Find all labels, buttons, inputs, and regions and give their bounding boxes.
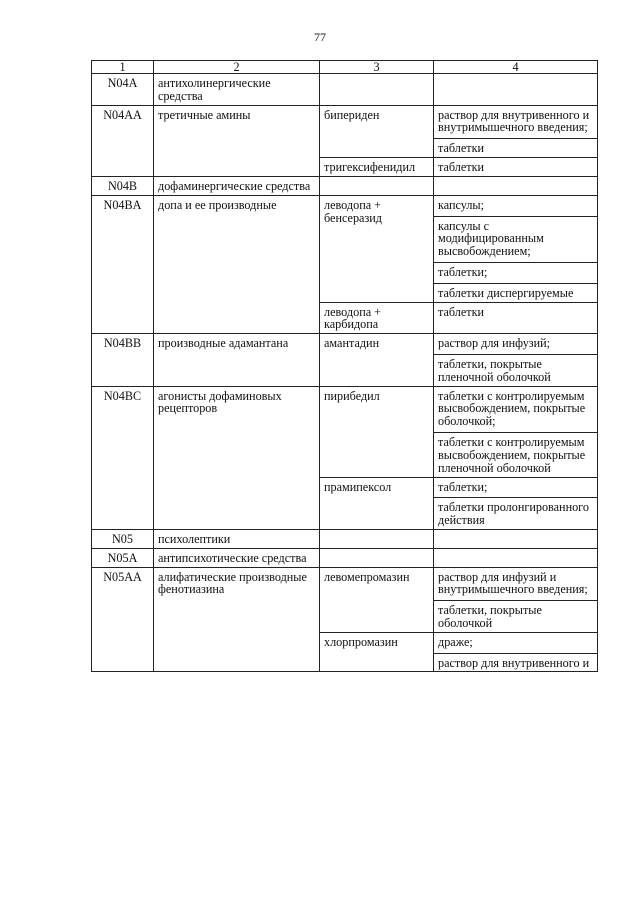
group-name: антихолинергические средства [154,74,320,106]
table-row [92,105,598,157]
dosage-form: таблетки с контролируемым высвобождением, покрытые пленочной оболочкой [434,432,597,474]
column-header: 3 [320,61,434,74]
drug-name [320,74,434,106]
atc-code: N05A [92,548,154,567]
dosage-forms [434,632,598,672]
group-name: агонисты дофаминовых рецепторов [154,386,320,529]
group-name: антипсихотические средства [154,548,320,567]
atc-code: N04AA [92,105,154,176]
dosage-form: раствор для инфузий; [438,336,551,351]
atc-code: N04BC [92,386,154,529]
atc-code: N04A [92,74,154,106]
dosage-form: таблетки [438,304,485,319]
dosage-forms [434,529,598,548]
dosage-form: раствор для внутривенного и внутримышечного введения; [438,107,590,135]
drug-name: левомепромазин [320,567,434,632]
drug-name: амантадин [320,334,434,386]
column-header: 1 [92,61,154,74]
dosage-form: таблетки пролонгированного действия [434,497,597,527]
dosage-form: капсулы с модифицированным высвобождением; [434,216,597,258]
table-row [92,74,598,106]
column-header: 4 [434,61,598,74]
dosage-form: таблетки диспергируемые [434,283,597,300]
dosage-forms [434,158,598,177]
drug-name: леводопа + карбидопа [320,302,434,334]
dosage-form: таблетки; [438,479,488,494]
table-row [92,176,598,195]
table-row [92,548,598,567]
table-row [92,386,598,477]
drug-name: леводопа + бенсеразид [320,195,434,302]
dosage-form: таблетки, покрытые оболочкой [434,600,597,630]
table-row [92,334,598,386]
column-header-row [92,61,598,74]
atc-code: N05 [92,529,154,548]
column-header: 2 [154,61,320,74]
drug-name [320,548,434,567]
table-row [92,567,598,632]
group-name: алифатические производные фенотиазина [154,567,320,672]
dosage-forms [434,176,598,195]
drug-name [320,176,434,195]
atc-code: N04BA [92,195,154,334]
dosage-forms [434,105,598,157]
table-row [92,529,598,548]
atc-code: N04B [92,176,154,195]
group-name: дофаминергические средства [154,176,320,195]
dosage-form: драже; [438,634,473,649]
drug-name [320,529,434,548]
group-name: производные адамантана [154,334,320,386]
drug-table [91,60,598,672]
drug-name: прамипексол [320,477,434,529]
group-name: третичные амины [154,105,320,176]
atc-code: N05AA [92,567,154,672]
dosage-forms [434,567,598,632]
dosage-forms [434,334,598,386]
page-number: 77 [314,30,326,44]
drug-name: хлорпромазин [320,632,434,672]
dosage-forms [434,386,598,477]
dosage-form: раствор для инфузий и внутримышечного введения; [438,569,588,597]
dosage-forms [434,548,598,567]
dosage-form: таблетки [434,138,597,155]
dosage-forms [434,195,598,302]
group-name: психолептики [154,529,320,548]
dosage-form: капсулы; [438,197,484,212]
dosage-form: таблетки с контролируемым высвобождением, покрытые оболочкой; [438,388,586,429]
drug-name: пирибедил [320,386,434,477]
dosage-forms [434,74,598,106]
dosage-form: таблетки; [434,262,597,279]
dosage-forms [434,302,598,334]
atc-code: N04BB [92,334,154,386]
dosage-form: таблетки, покрытые пленочной оболочкой [434,354,597,384]
drug-name: бипериден [320,105,434,157]
table-row [92,195,598,302]
drug-name: тригексифенидил [320,158,434,177]
group-name: допа и ее производные [154,195,320,334]
dosage-form: таблетки [438,160,485,175]
dosage-forms [434,477,598,529]
dosage-form: раствор для внутривенного и [434,653,597,670]
